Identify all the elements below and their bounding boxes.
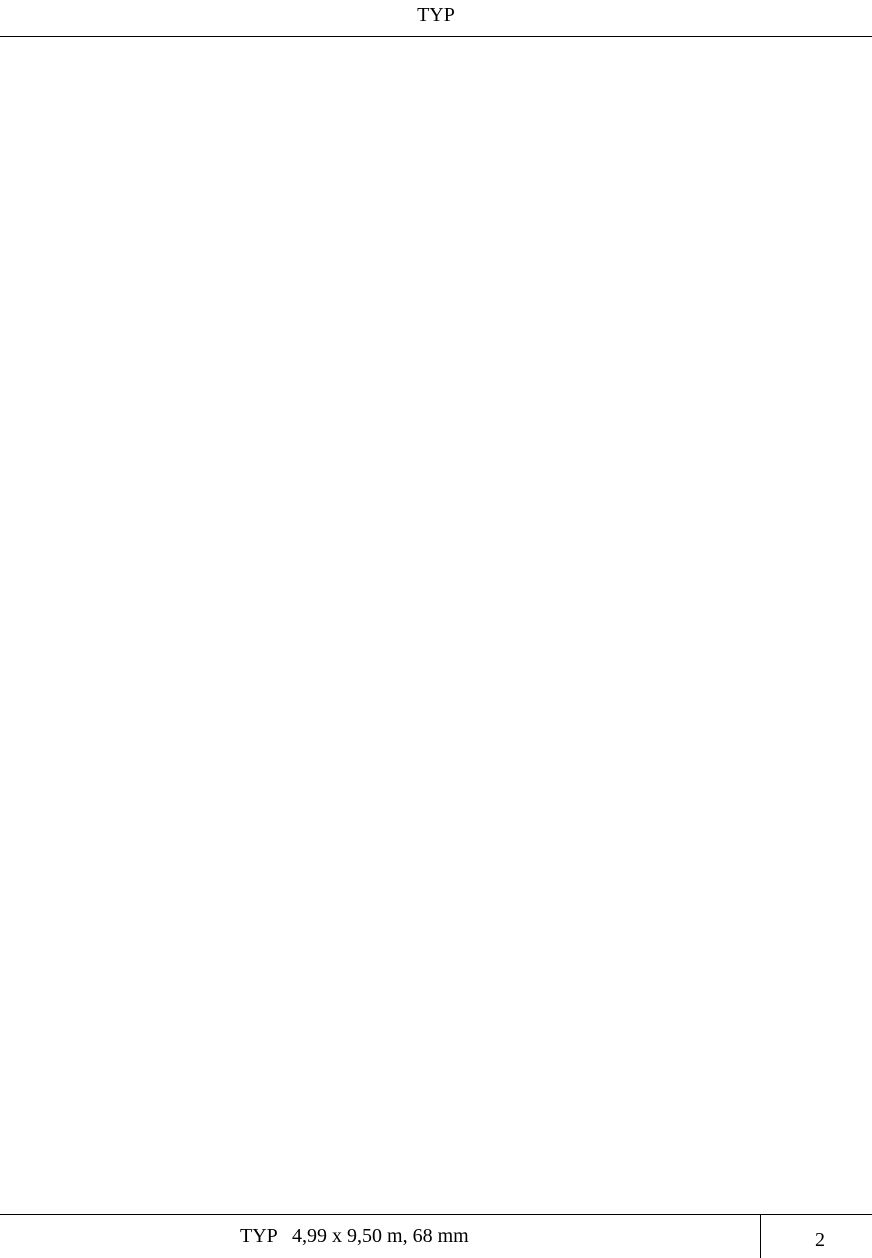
footer-divider [0, 1214, 872, 1215]
footer-separator [760, 1214, 761, 1258]
page-title: TYP [417, 4, 455, 26]
page-number: 2 [815, 1229, 825, 1251]
footer-caption: TYP 4,99 x 9,50 m, 68 mm [240, 1225, 469, 1247]
